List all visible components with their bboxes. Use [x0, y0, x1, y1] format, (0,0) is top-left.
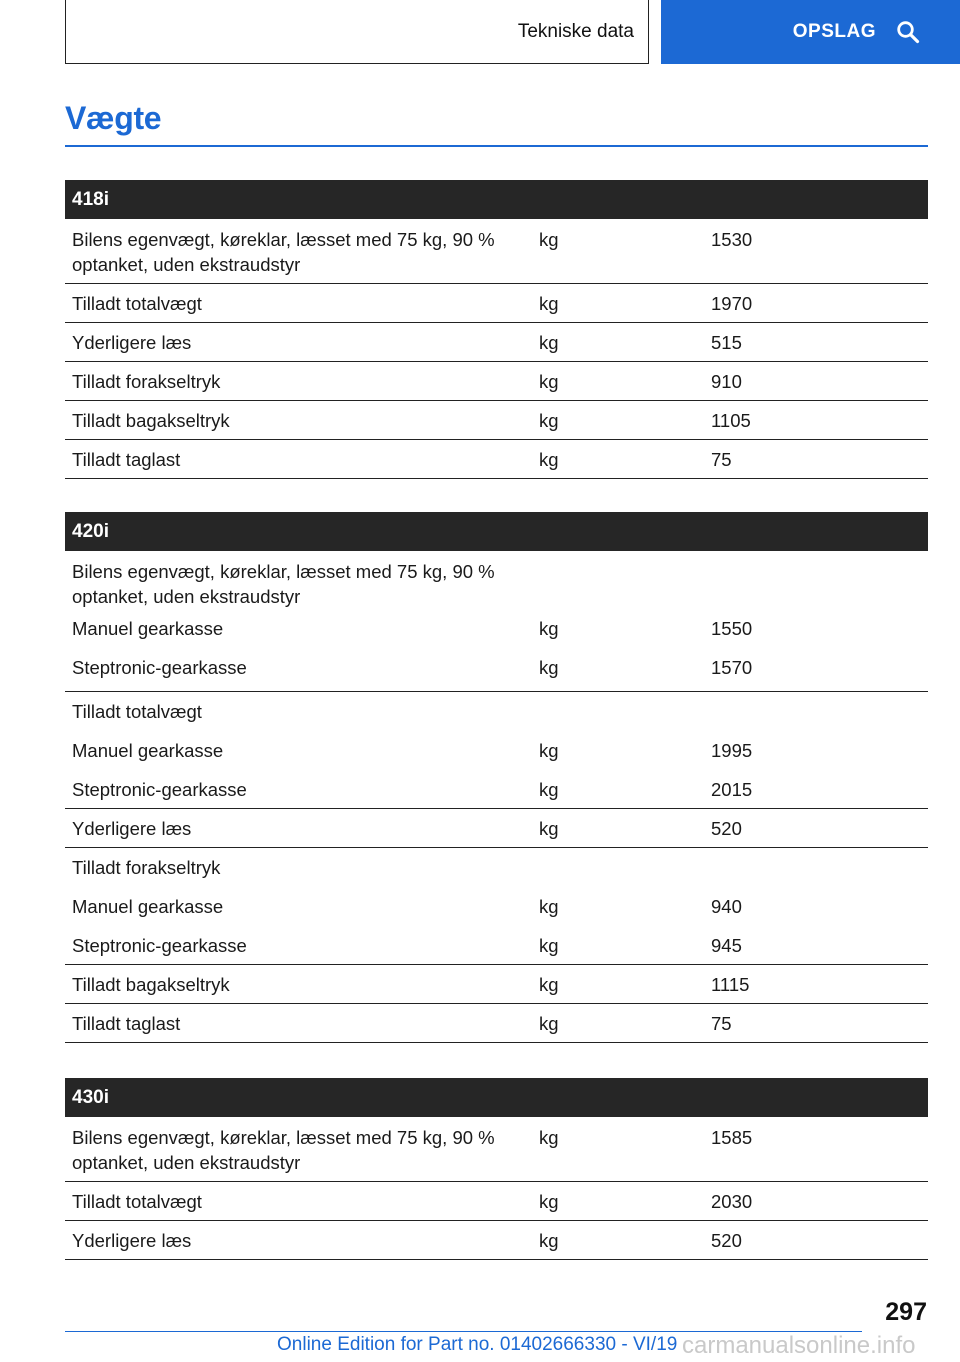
row-value: 2030: [711, 1191, 753, 1212]
row-unit: kg: [539, 371, 559, 392]
row-unit: kg: [539, 657, 559, 678]
row-label: Bilens egenvægt, køreklar, læsset med 75 kg, 90 % optanket, uden ekstraudstyr: [72, 561, 495, 607]
table-row: [65, 551, 928, 616]
table-row: [65, 887, 928, 926]
row-value: 1585: [711, 1127, 753, 1148]
section-tab-label: Tekniske data: [517, 20, 634, 42]
edition-text: Online Edition for Part no. 01402666330 - VI/19: [277, 1334, 678, 1355]
row-unit: kg: [539, 779, 559, 800]
watermark: carmanualsonline.info: [682, 1332, 916, 1359]
lookup-button-label: OPSLAG: [792, 21, 876, 42]
row-label: Yderligere læs: [72, 1230, 192, 1251]
row-unit: [539, 699, 711, 731]
row-unit: kg: [539, 229, 559, 250]
row-value: 75: [711, 449, 732, 470]
table-row: [65, 731, 928, 770]
table-row: [65, 692, 928, 731]
row-label: Bilens egenvægt, køreklar, læsset med 75 kg, 90 % optanket, uden ekstraudstyr: [72, 1127, 495, 1173]
lookup-button[interactable]: [661, 0, 960, 64]
table-row: [65, 1004, 928, 1043]
row-unit: kg: [539, 449, 559, 470]
table-row: [65, 1117, 928, 1182]
row-unit: kg: [539, 935, 559, 956]
table-row: [65, 1182, 928, 1221]
row-unit: [539, 559, 711, 616]
row-value: 520: [711, 818, 742, 839]
row-value: [711, 855, 928, 887]
row-label: Steptronic-gearkasse: [72, 657, 247, 678]
row-unit: kg: [539, 1013, 559, 1034]
row-value: 1550: [711, 618, 753, 639]
table-row: [65, 770, 928, 809]
row-unit: kg: [539, 818, 559, 839]
table-row: [65, 616, 928, 650]
row-value: 1570: [711, 657, 753, 678]
row-unit: kg: [539, 1191, 559, 1212]
row-label: Tilladt totalvægt: [72, 1191, 202, 1212]
spec-table-418i: [65, 180, 928, 479]
title-divider: [65, 145, 928, 147]
row-label: Tilladt taglast: [72, 1013, 181, 1034]
row-label: Yderligere læs: [72, 332, 192, 353]
row-unit: kg: [539, 1230, 559, 1251]
page-number: 297: [885, 1298, 927, 1326]
row-label: Yderligere læs: [72, 818, 192, 839]
spec-table-430i: [65, 1078, 928, 1260]
page-title: Vægte: [65, 100, 162, 136]
row-value: 1105: [711, 410, 751, 431]
table-row: [65, 219, 928, 284]
row-label: Tilladt bagakseltryk: [72, 410, 230, 431]
row-value: 910: [711, 371, 742, 392]
row-label: Manuel gearkasse: [72, 896, 224, 917]
section-header: 430i: [65, 1078, 928, 1117]
row-value: 1530: [711, 229, 753, 250]
table-row: [65, 323, 928, 362]
row-value: 1115: [711, 974, 750, 995]
row-label: Tilladt bagakseltryk: [72, 974, 230, 995]
row-unit: kg: [539, 974, 559, 995]
row-value: [711, 559, 928, 616]
row-label: Steptronic-gearkasse: [72, 779, 247, 800]
row-label: Bilens egenvægt, køreklar, læsset med 75 kg, 90 % optanket, uden ekstraudstyr: [72, 229, 495, 275]
row-unit: kg: [539, 293, 559, 314]
row-label: Tilladt forakseltryk: [72, 371, 221, 392]
row-label: Tilladt totalvægt: [72, 293, 202, 314]
row-label: Tilladt taglast: [72, 449, 181, 470]
row-value: 1970: [711, 293, 753, 314]
table-row: [65, 926, 928, 965]
row-label: Tilladt totalvægt: [72, 701, 202, 722]
table-row: [65, 965, 928, 1004]
row-label: Manuel gearkasse: [72, 740, 224, 761]
row-unit: kg: [539, 740, 559, 761]
row-unit: kg: [539, 1127, 559, 1148]
row-value: 2015: [711, 779, 753, 800]
spec-table-420i: [65, 512, 928, 1043]
row-label: Tilladt forakseltryk: [72, 857, 221, 878]
row-unit: [539, 855, 711, 887]
row-unit: kg: [539, 618, 559, 639]
row-value: 945: [711, 935, 742, 956]
table-row: [65, 650, 928, 692]
section-header: 418i: [65, 180, 928, 219]
row-label: Manuel gearkasse: [72, 618, 224, 639]
row-value: 520: [711, 1230, 742, 1251]
row-unit: kg: [539, 896, 559, 917]
row-value: 75: [711, 1013, 732, 1034]
row-unit: kg: [539, 332, 559, 353]
table-row: [65, 440, 928, 479]
row-label: Steptronic-gearkasse: [72, 935, 247, 956]
row-value: [711, 699, 928, 731]
search-icon: [896, 20, 920, 44]
section-tab[interactable]: [65, 0, 649, 64]
table-row: [65, 284, 928, 323]
table-row: [65, 809, 928, 848]
section-header: 420i: [65, 512, 928, 551]
row-value: 940: [711, 896, 742, 917]
table-row: [65, 848, 928, 887]
row-value: 515: [711, 332, 742, 353]
table-row: [65, 401, 928, 440]
row-unit: kg: [539, 410, 559, 431]
row-value: 1995: [711, 740, 753, 761]
table-row: [65, 1221, 928, 1260]
table-row: [65, 362, 928, 401]
